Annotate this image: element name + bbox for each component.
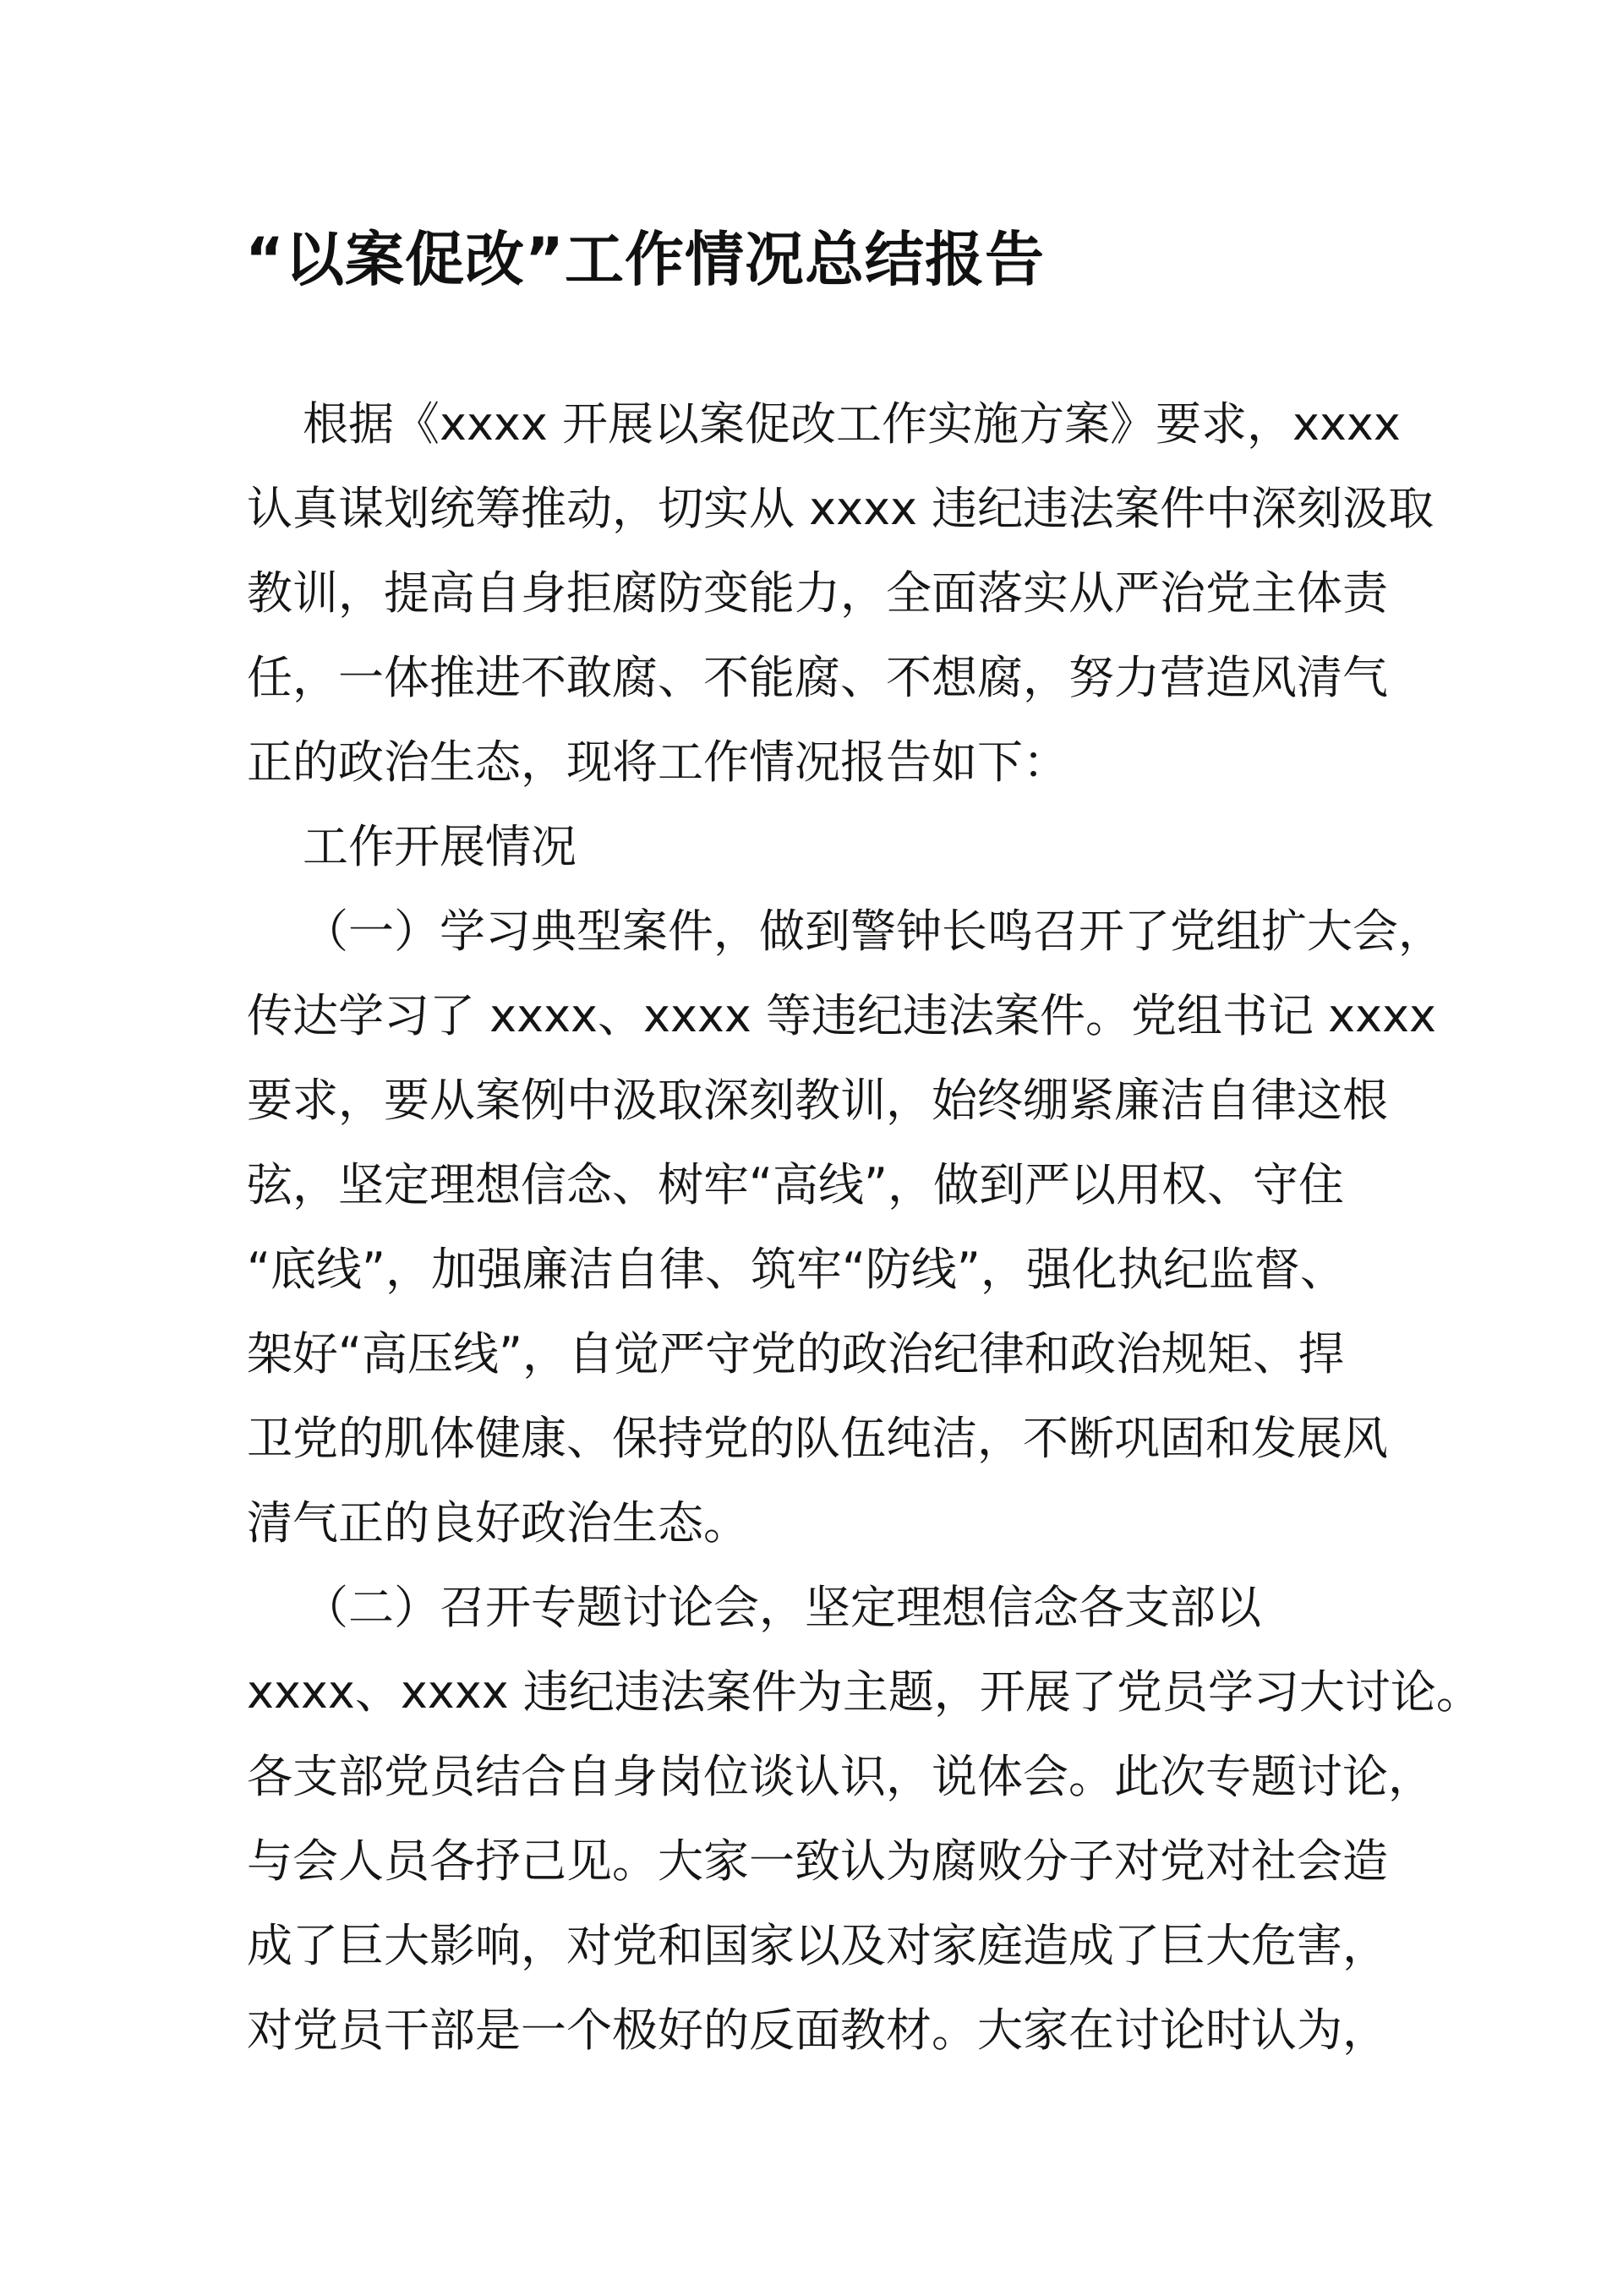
- body-line-14: 清气正的良好政治生态。: [247, 1496, 749, 1550]
- body-line-10: 弦，坚定理想信念、树牢“高线”，做到严以用权、守住: [247, 1158, 1344, 1211]
- document-title: “以案促改”工作情况总结报告: [245, 225, 1046, 294]
- body-line-9: 要求，要从案例中汲取深刻教训，始终绷紧廉洁自律这根: [247, 1074, 1388, 1127]
- body-line-2: 认真谋划统筹推动，切实从 xxxx 违纪违法案件中深刻汲取: [247, 482, 1434, 535]
- body-line-11: “底线”，加强廉洁自律、筑牢“防线”，强化执纪监督、: [247, 1243, 1346, 1296]
- body-line-7: （一）学习典型案件，做到警钟长鸣召开了党组扩大会，: [303, 905, 1444, 958]
- body-line-13: 卫党的肌体健康、保持党的队伍纯洁，不断巩固和发展风: [247, 1412, 1388, 1465]
- body-line-3: 教训，提高自身拒腐防变能力，全面落实从严治党主体责: [247, 566, 1388, 620]
- body-line-17: 各支部党员结合自身岗位谈认识，说体会。此次专题讨论，: [247, 1750, 1434, 1803]
- body-line-18: 与会人员各抒己见。大家一致认为腐败分子对党对社会造: [247, 1834, 1388, 1888]
- body-line-20: 对党员干部是一个极好的反面教材。大家在讨论时认为，: [247, 2004, 1388, 2057]
- section-heading: 工作开展情况: [303, 820, 577, 873]
- body-line-12: 架好“高压线”，自觉严守党的政治纪律和政治规矩、捍: [247, 1327, 1344, 1380]
- body-line-16: xxxx、xxxx 违纪违法案件为主题，开展了党员学习大讨论。: [247, 1665, 1482, 1719]
- body-line-8: 传达学习了 xxxx、xxxx 等违纪违法案件。党组书记 xxxx: [247, 989, 1436, 1042]
- body-line-4: 任，一体推进不敢腐、不能腐、不想腐，努力营造风清气: [247, 651, 1388, 704]
- body-line-5: 正的政治生态，现将工作情况报告如下：: [247, 735, 1068, 789]
- body-line-19: 成了巨大影响，对党和国家以及对家庭造成了巨大危害，: [247, 1919, 1388, 1972]
- body-line-1: 根据《xxxx 开展以案促改工作实施方案》要求，xxxx: [303, 397, 1401, 451]
- body-line-15: （二）召开专题讨论会，坚定理想信念各支部以: [303, 1581, 1261, 1634]
